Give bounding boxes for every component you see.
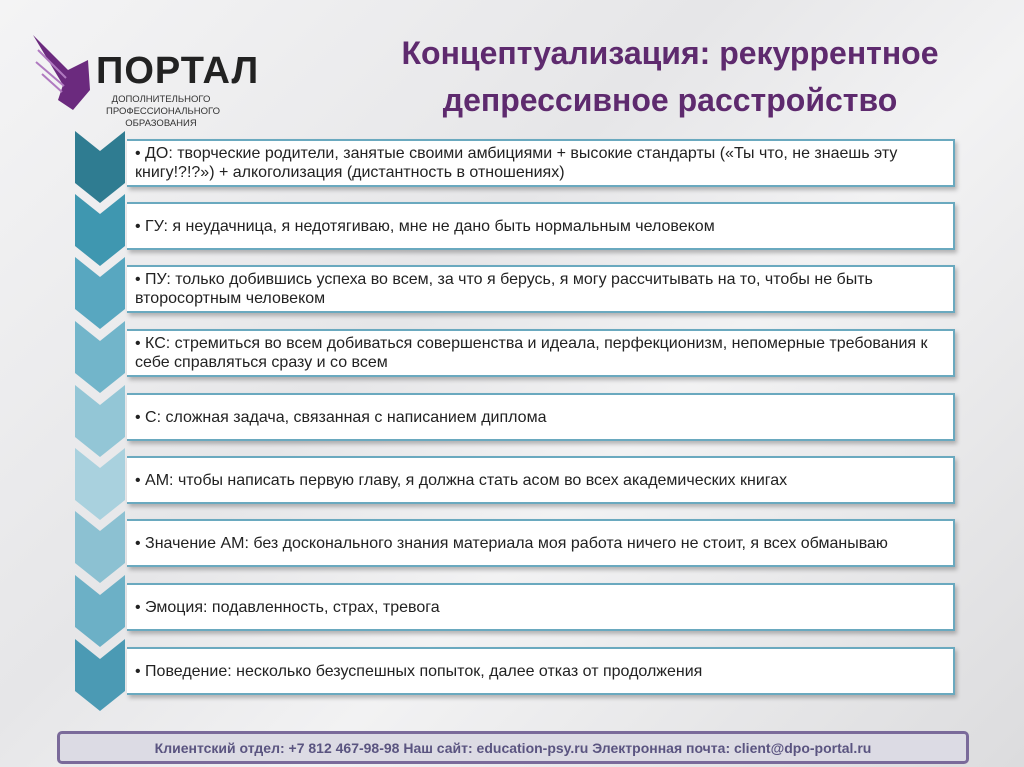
chevron-arrow — [75, 131, 125, 203]
list-item-text: • Поведение: несколько безуспешных попыток, далее отказ от продолжения — [135, 662, 703, 680]
list-item — [127, 202, 955, 250]
list-item-text: • КС: стремиться во всем добиваться совершенства и идеала, перфекционизм, непомерные требования к себе справляться сразу и со всем — [135, 335, 928, 371]
list-item — [127, 519, 955, 567]
list-item-text: • Эмоция: подавленность, страх, тревога — [135, 598, 440, 616]
list-item — [127, 393, 955, 441]
chevron-arrow — [75, 194, 125, 266]
list-item — [127, 647, 955, 695]
chevron-arrow — [75, 257, 125, 329]
contact-text: Клиентский отдел: +7 812 467-98-98 Наш сайт: education-psy.ru Электронная почта: client@dpo-portal.ru — [154, 739, 872, 756]
chevron-column — [0, 0, 130, 767]
chevron-arrow — [75, 575, 125, 647]
logo-word: ПОРТАЛ — [96, 50, 260, 92]
list-item — [127, 265, 955, 313]
chevron-arrow — [75, 321, 125, 393]
list-item-text: • ДО: творческие родители, занятые своими амбициями + высокие стандарты («Ты что, не знаешь эту книгу!?!?») + алкоголизация (дистантность в отношениях) — [135, 145, 898, 181]
list-item-text: • ПУ: только добившись успеха во всем, за что я берусь, я могу рассчитывать на то, чтобы не быть второсортным человеком — [135, 271, 873, 307]
page-title: Концептуализация: рекуррентное депрессивное расстройство — [401, 35, 939, 118]
list-item-text: • ГУ: я неудачница, я недотягиваю, мне не дано быть нормальным человеком — [135, 217, 715, 235]
list-item — [127, 329, 955, 377]
list-item-text: • Значение АМ: без досконального знания материала моя работа ничего не стоит, я всех обманываю — [135, 534, 888, 552]
contact-footer — [57, 731, 969, 764]
list-item-text: • АМ: чтобы написать первую главу, я должна стать асом во всех академических книгах — [135, 471, 788, 489]
chevron-arrow — [75, 385, 125, 457]
logo-subtitle: ДОПОЛНИТЕЛЬНОГО ПРОФЕССИОНАЛЬНОГО ОБРАЗОВАНИЯ — [106, 94, 220, 129]
list-item — [127, 139, 955, 187]
chevron-arrow — [75, 448, 125, 520]
chevron-arrow — [75, 639, 125, 711]
list-item — [127, 456, 955, 504]
list-item — [127, 583, 955, 631]
chevron-arrow — [75, 511, 125, 583]
list-item-text: • С: сложная задача, связанная с написанием диплома — [135, 408, 547, 426]
